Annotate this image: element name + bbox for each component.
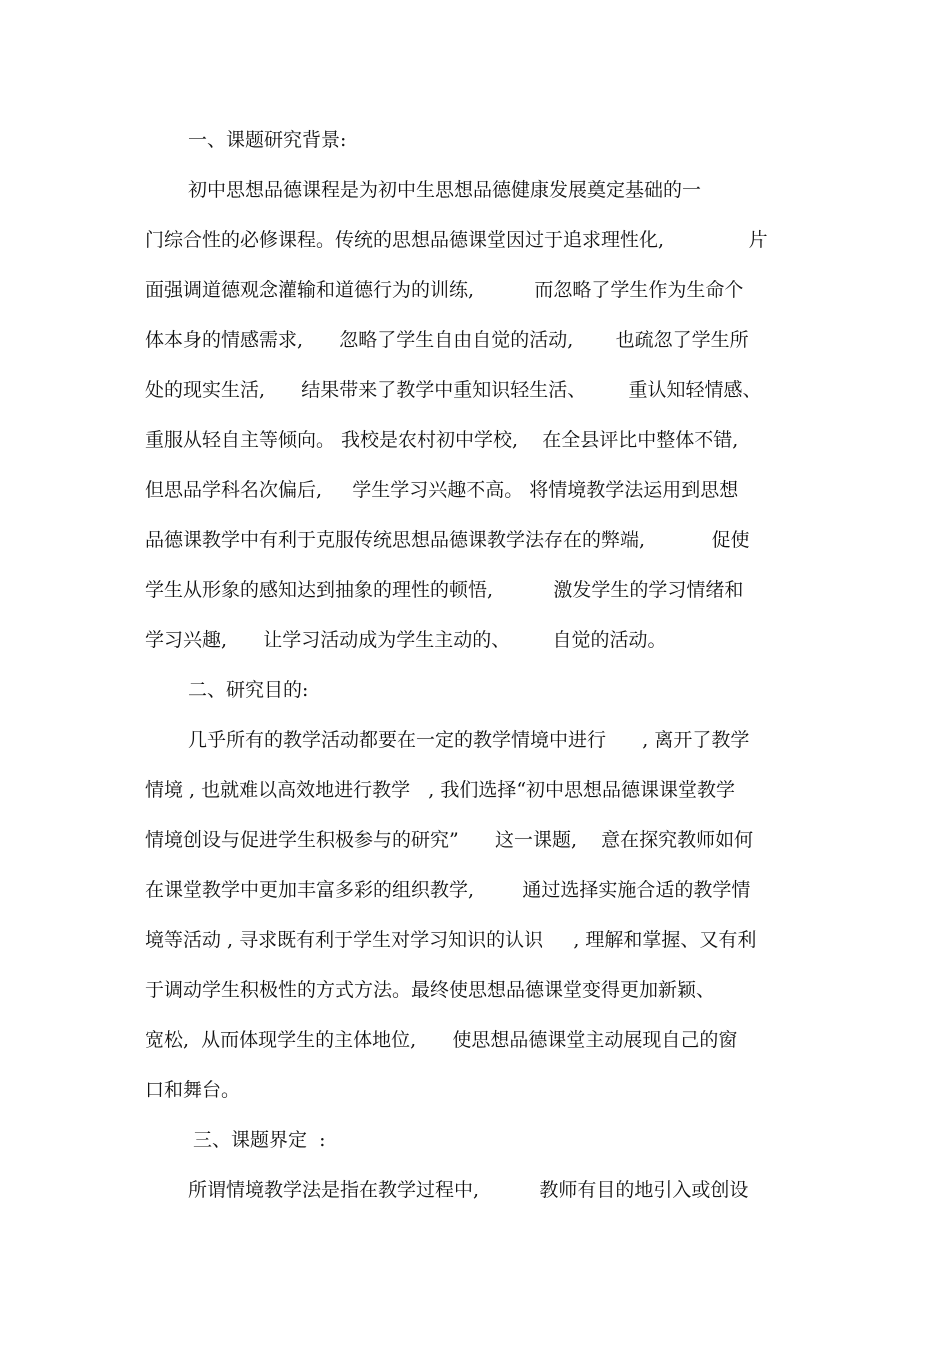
paragraph-line: 但思品学科名次偏后, 学生学习兴趣不高。 将情境教学法运用到思想 xyxy=(145,479,739,501)
paragraph-line: 品德课教学中有利于克服传统思想品德课教学法存在的弊端, 促使 xyxy=(145,529,750,551)
paragraph-line: 面强调道德观念灌输和道德行为的训练, 而忽略了学生作为生命个 xyxy=(145,279,744,301)
paragraph-line: 学生从形象的感知达到抽象的理性的顿悟, 激发学生的学习情绪和 xyxy=(145,579,744,601)
paragraph-line: 情境 , 也就难以高效地进行教学 , 我们选择“初中思想品德课课堂教学 xyxy=(145,779,736,801)
paragraph-line: 学习兴趣, 让学习活动成为学生主动的、 自觉的活动。 xyxy=(145,629,667,651)
paragraph-line: 门综合性的必修课程。传统的思想品德课堂因过于追求理性化, 片 xyxy=(145,229,768,251)
paragraph-line: 口和舞台。 xyxy=(145,1079,241,1101)
section-heading-purpose: 二、研究目的: xyxy=(188,679,309,701)
paragraph-line: 初中思想品德课程是为初中生思想品德健康发展奠定基础的一 xyxy=(188,179,702,201)
paragraph-line: 宽松, 从而体现学生的主体地位, 使思想品德课堂主动展现自己的窗 xyxy=(145,1029,738,1051)
paragraph-line: 处的现实生活, 结果带来了教学中重知识轻生活、 重认知轻情感、 xyxy=(145,379,762,401)
paragraph-line: 情境创设与促进学生积极参与的研究” 这一课题, 意在探究教师如何 xyxy=(145,829,754,851)
section-heading-background: 一、课题研究背景: xyxy=(188,129,347,151)
paragraph-line: 于调动学生积极性的方式方法。最终使思想品德课堂变得更加新颖、 xyxy=(145,979,716,1001)
paragraph-line: 体本身的情感需求, 忽略了学生自由自觉的活动, 也疏忽了学生所 xyxy=(145,329,749,351)
paragraph-line: 在课堂教学中更加丰富多彩的组织教学, 通过选择实施合适的教学情 xyxy=(145,879,751,901)
paragraph-line: 重服从轻自主等倾向。 我校是农村初中学校, 在全县评比中整体不错, xyxy=(145,429,739,451)
paragraph-line: 几乎所有的教学活动都要在一定的教学情境中进行 , 离开了教学 xyxy=(188,729,750,751)
paragraph-line: 所谓情境教学法是指在教学过程中, 教师有目的地引入或创设 xyxy=(188,1179,749,1201)
section-heading-definition: 三、课题界定 : xyxy=(193,1129,326,1151)
paragraph-line: 境等活动 , 寻求既有利于学生对学习知识的认识 , 理解和掌握、又有利 xyxy=(145,929,757,951)
